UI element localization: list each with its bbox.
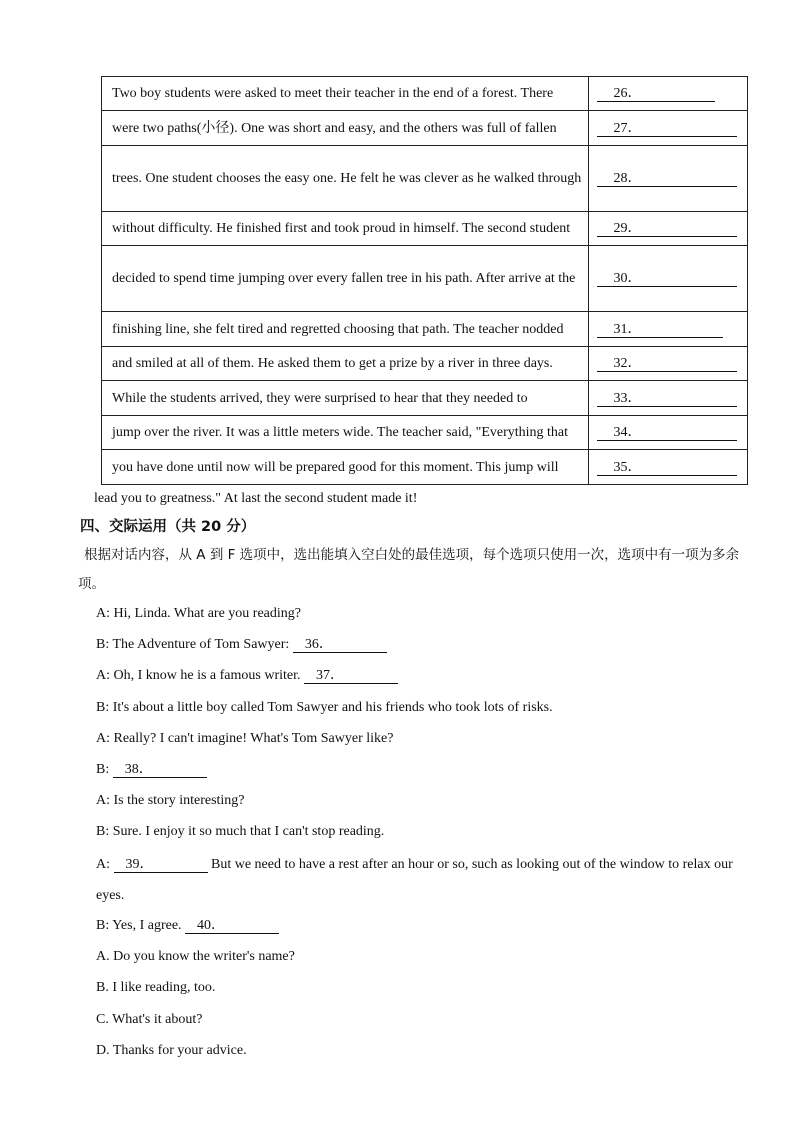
table-row [102,416,748,450]
table-row [102,312,748,347]
row-text: jump over the river. It was a little meters wide. The teacher said, "Everything that [102,416,589,450]
table-row [102,246,748,312]
dialogue-line: A: Oh, I know he is a famous writer. 37． [96,668,398,684]
section-title: 四、交际运用（共 20 分） [80,519,256,535]
answer-cell [589,111,748,146]
answer-cell [589,347,748,381]
answer-blank[interactable]: 40． [185,919,279,934]
row-text: without difficulty. He finished first and took proud in himself. The second student [102,212,589,246]
table-row [102,450,748,485]
row-text: Two boy students were asked to meet their teacher in the end of a forest. There [102,77,589,111]
answer-blank[interactable]: 39． [114,858,208,873]
answer-cell [589,77,748,111]
answer-blank[interactable]: 30． [597,272,737,287]
answer-cell [589,312,748,347]
answer-blank[interactable]: 34． [597,426,737,441]
dialogue-line: A: Really? I can't imagine! What's Tom Sawyer like? [96,731,394,746]
answer-cell [589,381,748,416]
dialogue-line: B: 38． [96,762,207,778]
answer-blank[interactable]: 28． [597,172,737,187]
dialogue-line: A: 39． But we need to have a rest after an hour or so, such as looking out of the window to relax our eyes. [96,857,733,903]
answer-cell [589,212,748,246]
option-item: A. Do you know the writer's name? [96,949,295,964]
answer-blank[interactable]: 31． [597,323,723,338]
table-row [102,77,748,111]
row-text: were two paths(小径). One was short and easy, and the others was full of fallen [102,111,589,146]
answer-blank[interactable]: 33． [597,392,737,407]
dialogue-line: A: Hi, Linda. What are you reading? [96,606,302,621]
table-row [102,212,748,246]
answer-cell [589,246,748,312]
table-row [102,381,748,416]
option-item: B. I like reading, too. [96,980,216,995]
answer-blank[interactable]: 29． [597,222,737,237]
answer-blank[interactable]: 36． [293,638,387,653]
row-text: and smiled at all of them. He asked them to get a prize by a river in three days. [102,347,589,381]
table-row [102,111,748,146]
row-text: While the students arrived, they were surprised to hear that they needed to [102,381,589,416]
answer-blank[interactable]: 37． [304,669,398,684]
dialogue-line: B: Yes, I agree. 40． [96,918,279,934]
answer-cell [589,146,748,212]
row-text: decided to spend time jumping over every fallen tree in his path. After arrive at the [102,246,589,312]
dialogue-line: A: Is the story interesting? [96,793,245,808]
row-text: you have done until now will be prepared good for this moment. This jump will [102,450,589,485]
dialogue-line: B: It's about a little boy called Tom Sawyer and his friends who took lots of risks. [96,700,553,715]
passage-tail: lead you to greatness." At last the second student made it! [94,491,418,506]
answer-cell [589,450,748,485]
answer-blank[interactable]: 26． [597,87,715,102]
option-item: D. Thanks for your advice. [96,1043,247,1058]
table-row [102,347,748,381]
dialogue-line: B: The Adventure of Tom Sawyer: 36． [96,637,387,653]
answer-blank[interactable]: 32． [597,357,737,372]
row-text: trees. One student chooses the easy one. He felt he was clever as he walked through [102,146,589,212]
answer-blank[interactable]: 35． [597,461,737,476]
dialogue-line: B: Sure. I enjoy it so much that I can't stop reading. [96,824,385,839]
row-text: finishing line, she felt tired and regretted choosing that path. The teacher nodded [102,312,589,347]
table-row [102,146,748,212]
answer-cell [589,416,748,450]
answer-blank[interactable]: 27． [597,122,737,137]
answer-blank[interactable]: 38． [113,763,207,778]
section-instruction: 根据对话内容，从 A 到 F 选项中，选出能填入空白处的最佳选项，每个选项只使用一次，选项中有一项为多余项。 [78,547,740,592]
option-item: C. What's it about? [96,1012,203,1027]
error-correction-table [101,76,748,485]
